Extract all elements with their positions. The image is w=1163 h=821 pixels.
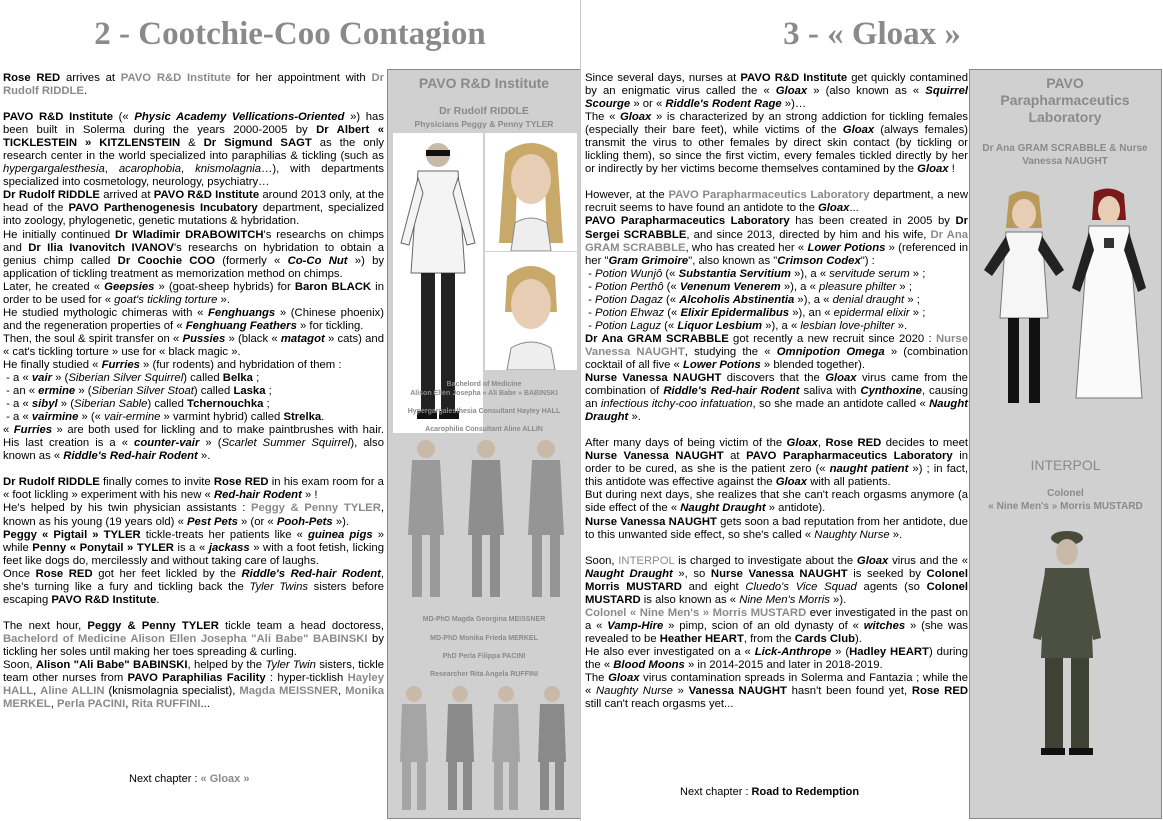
sidebar-doctor: Dr Rudolf RIDDLE <box>439 105 529 117</box>
nurses-figure-group <box>396 435 574 605</box>
chapter-text: Since several days, nurses at PAVO R&D Institute get quickly contamined by an enigmatic virus called the « Gloax » (also known as « Squirrel Scourge » or « Riddle's Rodent Rage »)… The « Gloax » is characterized by an strong addiction for tickling females (especially their bare feet), while victims of the Gloax (always females) transmit the virus to other females by direct skin contact (by tickling or lickling them), so since the first victim, every females tickled directly by her or indirectly by her victims become themselves contamined by the Gloax ! However, at the PAVO Parapharmaceutics Laboratory department, a new recruit seems to have found an antidote to the Gloax... PAVO Parapharmaceutics Laboratory has been created in 2005 by Dr Sergei SCRABBLE, and since 2013, directed by him and his wife, Dr Ana GRAM SCRABBLE, who has created her « Lower Potions » (referenced in her "Gram Grimoire", also known as "Crimson Codex") : - Potion Wunjô (« Substantia Servitium »), a « servitude serum » ; - Potion Perthô (« Venenum Venerem »), a « pleasure philter » ; - Potion Dagaz (« Alcoholis Abstinentia »), a « denial draught » ; - Potion Ehwaz (« Elixir Epidermalibus »), an « epidermal elixir » ; - Potion Laguz (« Liquor Lesbium »), a « lesbian love-philter ». Dr Ana GRAM SCRABBLE got recently a new recruit since 2020 : Nurse Vanessa NAUGHT, studying the « Omnipotion Omega » (combination cocktail of all five « Lower Potions » blended together). Nurse Vanessa NAUGHT discovers that the Gloax virus came from the combination of Riddle's Red-hair Rodent saliva with Cynthoxine, causing an infectious itchy-coo infatuation, so she made an antidote called « Naught Draught ». After many days of being victim of the Gloax, Rose RED decides to meet Nurse Vanessa NAUGHT at PAVO Parapharmaceutics Laboratory in order to be cured, as she is the patient zero (« naught patient ») ; in fact, this antidote was effective against the Gloax with all patients. But during next days, she realizes that she can't reach orgasms anymore (a side effect of the « Naught Draught » antidote). Nurse Vanessa NAUGHT gets soon a bad reputation from her antidote, due to this unwanted side effect, so she's called « Naughty Nurse ». Soon, INTERPOL is charged to investigate about the Gloax virus and the « Naught Draught », so Nurse Vanessa NAUGHT is seeked by Colonel Morris MUSTARD and eight Cluedo's Vice Squad agents (so Colonel MUSTARD is also known as « Nine Men's Morris »). Colonel « Nine Men's » Morris MUSTARD ever investigated in the past on a « Vamp-Hire » pimp, scion of an old dynasty of « witches » (she was revealed to be Heather HEART, from the Cards Club). He also ever investigated on a « Lick-Anthrope » (Hadley HEART) during the « Blood Moons » in 2014-2015 and later in 2018-2019. The Gloax virus contamination spreads in Solerma and Fantazia ; while the « Naughty Nurse » Vanessa NAUGHT hasn't been found yet, Rose RED still can't reach orgasms yet... <box>585 72 969 711</box>
colonel-name: « Nine Men's » Morris MUSTARD <box>988 501 1143 512</box>
characters-sidebar <box>969 69 1162 819</box>
chapter-title: 2 - Cootchie-Coo Contagion <box>94 16 486 52</box>
next-chapter-link[interactable]: « Gloax » <box>200 773 250 785</box>
sidebar-credit: Researcher Rita Angela RUFFINI <box>430 671 538 678</box>
sidebar-credit: Hypergargalesthesia Consultant Hayley HALL <box>407 408 561 415</box>
sidebar-title: PAVO R&D Institute <box>418 75 550 91</box>
characters-sidebar <box>387 69 581 819</box>
sidebar-credit: Alison Ellen Josepha « Ali Babe » BABINSKI <box>410 390 558 397</box>
sidebar-credit: Acarophilia Consultant Aline ALLIN <box>425 426 543 433</box>
chapter-text: Rose RED arrives at PAVO R&D Institute for her appointment with Dr Rudolf RIDDLE. PAVO R&D Institute (« Physic Academy Vellications-Oriented ») has been built in Solerma during the years 2000-2005 by Dr Albert « TICKLESTEIN » KITZLENSTEIN & Dr Sigmund SAGT as the only research center in the world specialized into paraphilias & tickling (such as hypergargalesthesia, acarophobia, knismolagnia…), with departments specialized into cosmetology, neurology, psychiatry… Dr Rudolf RIDDLE arrived at PAVO R&D Institute around 2013 only, at the head of the PAVO Parthenogenesis Incubatory department, specialized into zoology, phylogenetic, genetic mutations & hybridation. He initially continued Dr Wladimir DRABOWITCH's researchs on chimps and Dr Ilia Ivanovitch IVANOV's researchs on hybridation to obtain a genius chimp called Dr Coochie COO (formerly « Co-Co Nut ») by application of tickling treatment as memorization method on chimps. Later, he created « Geepsies » (goat-sheep hybrids) for Baron BLACK in order to be used for « goat's tickling torture ». He studied mythologic chimeras with « Fenghuangs » (Chinese phoenix) and the regeneration properties of « Fenghuang Feathers » for tickling. Then, the soul & spirit transfer on « Pussies » (black « matagot » cats) and « cat's tickling torture » use for « black magic ». He finally studied « Furries » (fur rodents) and hybridation of them : - a « vair » (Siberian Silver Squirrel) called Belka ; - an « ermine » (Siberian Silver Stoat) called Laska ; - a « sibyl » (Siberian Sable) called Tchernouchka ; - a « vairmine » (« vair-ermine » varmint hybrid) called Strelka. « Furries » are both used for lickling and to make paintbrushes with hair. His last creation is a « counter-vair » (Scarlet Summer Squirrel), also known as « Riddle's Red-hair Rodent ». Dr Rudolf RIDDLE finally comes to invite Rose RED in his exam room for a « foot lickling » experiment with his new « Red-hair Rodent » ! He's helped by his twin physician assistants : Peggy & Penny TYLER, known as his young (19 years old) « Pest Pets » (or « Pooh-Pets »). Peggy « Pigtail » TYLER tickle-treats her patients like « guinea pigs » while Penny « Ponytail » TYLER is a « jackass » with a foot fetish, licking feet like dogs do, mercilessly and without taking care of laughs. Once Rose RED got her feet lickled by the Riddle's Red-hair Rodent, she's turning like a fury and tickling back the Tyler Twins sisters before escaping PAVO R&D Institute. The next hour, Peggy & Penny TYLER tickle team a head doctoress, Bachelord of Medicine Alison Ellen Josepha "Ali Babe" BABINSKI by tickling her soles until making her toes spreading & curling. Soon, Alison "Ali Babe" BABINSKI, helped by the Tyler Twin sisters, tickle team other nurses from PAVO Paraphilias Facility : hyper-ticklish Hayley HALL, Aline ALLIN (knismolagnia specialist), Magda MEISSNER, Monika MERKEL, Perla PACINI, Rita RUFFINI... <box>3 72 385 711</box>
sidebar-credit: MD-PhD Magda Georgina MEISSNER <box>422 616 546 623</box>
sidebar-people: Dr Ana GRAM SCRABBLE & Nurse Vanessa NAUGHT <box>982 143 1148 167</box>
interpol-heading: INTERPOL <box>1030 457 1101 473</box>
chapter-title: 3 - « Gloax » <box>783 16 961 52</box>
sidebar-credit: PhD Perla Filippa PACINI <box>442 653 526 660</box>
colonel-label: Colonel <box>1047 488 1084 499</box>
peggy-tyler-portrait <box>485 133 577 251</box>
next-chapter-label: Next chapter : <box>129 773 201 785</box>
right-page <box>581 0 1163 821</box>
next-chapter <box>680 786 859 798</box>
sidebar-credit: Bachelord of Medicine <box>446 381 522 388</box>
scientist-and-nurse-figures <box>974 188 1158 410</box>
sidebar-title: PAVO Parapharmaceutics Laboratory <box>1000 75 1130 125</box>
next-chapter-link[interactable]: Road to Redemption <box>751 786 860 798</box>
colonel-figure <box>1025 528 1109 756</box>
researchers-figure-group <box>390 682 580 814</box>
left-page <box>0 0 580 821</box>
penny-tyler-portrait <box>485 252 577 370</box>
next-chapter-label: Next chapter : <box>680 786 752 798</box>
sidebar-credit: MD-PhD Monika Frieda MERKEL <box>430 635 538 642</box>
next-chapter <box>129 773 249 785</box>
sidebar-physicians: Physicians Peggy & Penny TYLER <box>414 119 554 129</box>
